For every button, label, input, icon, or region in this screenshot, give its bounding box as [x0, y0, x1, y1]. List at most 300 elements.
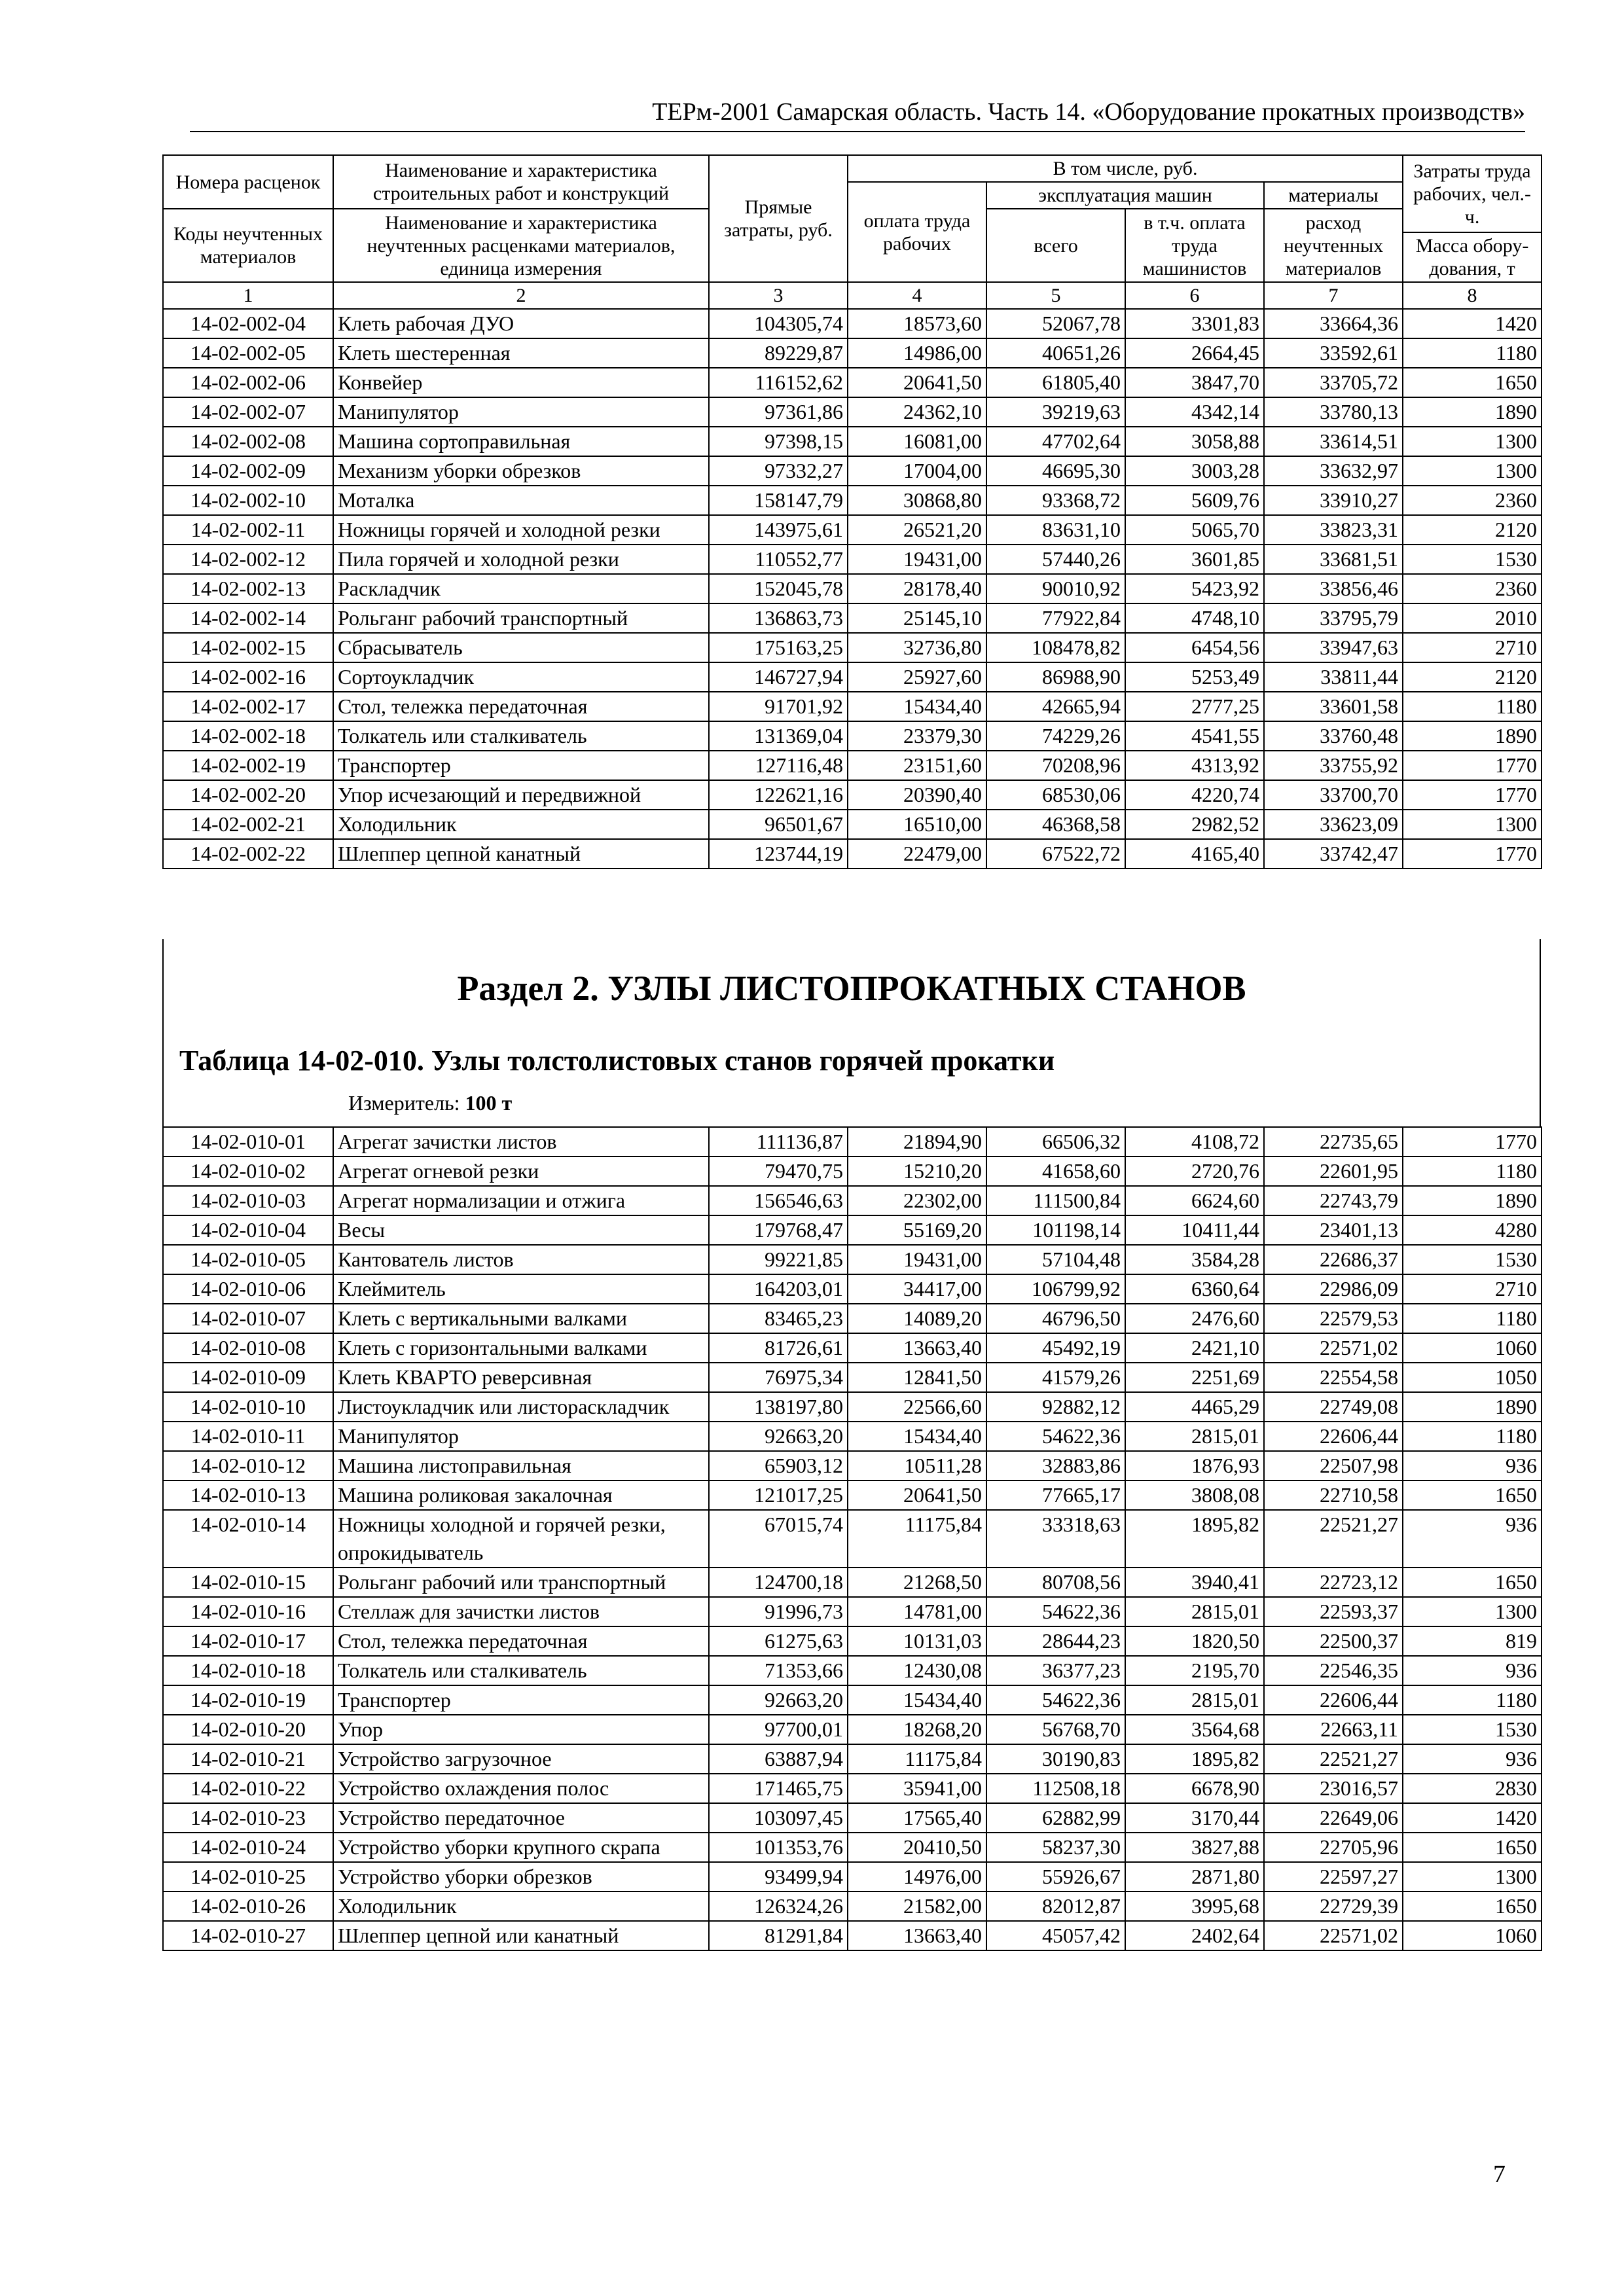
direct-costs-cell: 158147,79 — [709, 486, 848, 515]
machines-total-cell: 58237,30 — [986, 1833, 1125, 1862]
table-row — [163, 1127, 1542, 1157]
rate-code-cell: 14-02-010-26 — [163, 1892, 333, 1921]
col-header-work-name: Наименование и характеристика строительных работ и конструкций — [333, 155, 709, 209]
machines-total-cell: 54622,36 — [986, 1422, 1125, 1451]
direct-costs-cell: 111136,87 — [709, 1127, 848, 1157]
direct-costs-cell: 92663,20 — [709, 1422, 848, 1451]
rate-code-cell: 14-02-010-08 — [163, 1333, 333, 1363]
measure-label: Измеритель: — [348, 1091, 460, 1115]
machines-total-cell: 80708,56 — [986, 1568, 1125, 1597]
direct-costs-cell: 99221,85 — [709, 1245, 848, 1274]
work-name-cell: Раскладчик — [333, 574, 709, 603]
worker-pay-cell: 11175,84 — [848, 1510, 986, 1568]
direct-costs-cell: 83465,23 — [709, 1304, 848, 1333]
machinist-pay-cell: 3301,83 — [1125, 309, 1264, 338]
materials-cell: 22597,27 — [1264, 1862, 1403, 1892]
materials-cell: 22554,58 — [1264, 1363, 1403, 1392]
rate-code-cell: 14-02-010-18 — [163, 1656, 333, 1685]
machines-total-cell: 40651,26 — [986, 338, 1125, 368]
equipment-mass-cell: 1530 — [1403, 1715, 1542, 1744]
worker-pay-cell: 24362,10 — [848, 397, 986, 427]
table-row — [163, 1333, 1542, 1363]
equipment-mass-cell: 936 — [1403, 1451, 1542, 1480]
equipment-mass-cell: 1300 — [1403, 1597, 1542, 1626]
table-row — [163, 1363, 1542, 1392]
rate-code-cell: 14-02-002-04 — [163, 309, 333, 338]
work-name-cell: Весы — [333, 1215, 709, 1245]
worker-pay-cell: 14089,20 — [848, 1304, 986, 1333]
equipment-mass-cell: 2010 — [1403, 603, 1542, 633]
work-name-cell: Холодильник — [333, 1892, 709, 1921]
materials-cell: 22606,44 — [1264, 1422, 1403, 1451]
rate-code-cell: 14-02-002-09 — [163, 456, 333, 486]
work-name-cell: Машина роликовая закалочная — [333, 1480, 709, 1510]
rate-code-cell: 14-02-010-01 — [163, 1127, 333, 1157]
machinist-pay-cell: 5423,92 — [1125, 574, 1264, 603]
rate-code-cell: 14-02-002-20 — [163, 780, 333, 810]
worker-pay-cell: 23151,60 — [848, 751, 986, 780]
machinist-pay-cell: 4748,10 — [1125, 603, 1264, 633]
measure-unit — [348, 1088, 512, 1117]
machinist-pay-cell: 1820,50 — [1125, 1626, 1264, 1656]
table-row — [163, 751, 1542, 780]
machinist-pay-cell: 3564,68 — [1125, 1715, 1264, 1744]
rate-code-cell: 14-02-010-19 — [163, 1685, 333, 1715]
table-row — [163, 1480, 1542, 1510]
direct-costs-cell: 136863,73 — [709, 603, 848, 633]
equipment-mass-cell: 1180 — [1403, 338, 1542, 368]
materials-cell: 33910,27 — [1264, 486, 1403, 515]
worker-pay-cell: 14781,00 — [848, 1597, 986, 1626]
direct-costs-cell: 91701,92 — [709, 692, 848, 721]
work-name-cell: Клеймитель — [333, 1274, 709, 1304]
rate-code-cell: 14-02-010-14 — [163, 1510, 333, 1568]
equipment-mass-cell: 1420 — [1403, 309, 1542, 338]
machinist-pay-cell: 1895,82 — [1125, 1510, 1264, 1568]
equipment-mass-cell: 1890 — [1403, 1392, 1542, 1422]
work-name-cell: Устройство загрузочное — [333, 1744, 709, 1774]
materials-cell: 33592,61 — [1264, 338, 1403, 368]
equipment-mass-cell: 1650 — [1403, 1833, 1542, 1862]
direct-costs-cell: 116152,62 — [709, 368, 848, 397]
equipment-mass-cell: 1060 — [1403, 1921, 1542, 1950]
work-name-cell: Упор исчезающий и передвижной — [333, 780, 709, 810]
work-name-cell: Ножницы горячей и холодной резки — [333, 515, 709, 545]
machines-total-cell: 90010,92 — [986, 574, 1125, 603]
equipment-mass-cell: 1420 — [1403, 1803, 1542, 1833]
col-header-materials: материалы — [1264, 182, 1403, 209]
direct-costs-cell: 138197,80 — [709, 1392, 848, 1422]
direct-costs-cell: 179768,47 — [709, 1215, 848, 1245]
rate-code-cell: 14-02-010-04 — [163, 1215, 333, 1245]
machinist-pay-cell: 1876,93 — [1125, 1451, 1264, 1480]
worker-pay-cell: 17565,40 — [848, 1803, 986, 1833]
rate-code-cell: 14-02-002-21 — [163, 810, 333, 839]
materials-cell: 22521,27 — [1264, 1510, 1403, 1568]
machinist-pay-cell: 10411,44 — [1125, 1215, 1264, 1245]
machines-total-cell: 68530,06 — [986, 780, 1125, 810]
materials-cell: 33760,48 — [1264, 721, 1403, 751]
work-name-cell: Стол, тележка передаточная — [333, 1626, 709, 1656]
table-row — [163, 633, 1542, 662]
machinist-pay-cell: 5609,76 — [1125, 486, 1264, 515]
materials-cell: 22723,12 — [1264, 1568, 1403, 1597]
running-header: ТЕРм-2001 Самарская область. Часть 14. «Оборудование прокатных производств» — [652, 98, 1525, 126]
worker-pay-cell: 14986,00 — [848, 338, 986, 368]
machines-total-cell: 66506,32 — [986, 1127, 1125, 1157]
machinist-pay-cell: 6454,56 — [1125, 633, 1264, 662]
machines-total-cell: 101198,14 — [986, 1215, 1125, 1245]
machines-total-cell: 28644,23 — [986, 1626, 1125, 1656]
equipment-mass-cell: 1890 — [1403, 397, 1542, 427]
worker-pay-cell: 15434,40 — [848, 692, 986, 721]
rate-code-cell: 14-02-010-12 — [163, 1451, 333, 1480]
machines-total-cell: 108478,82 — [986, 633, 1125, 662]
machines-total-cell: 46796,50 — [986, 1304, 1125, 1333]
machinist-pay-cell: 3058,88 — [1125, 427, 1264, 456]
work-name-cell: Толкатель или сталкиватель — [333, 721, 709, 751]
direct-costs-cell: 152045,78 — [709, 574, 848, 603]
work-name-cell: Устройство охлаждения полос — [333, 1774, 709, 1803]
table-row — [163, 1774, 1542, 1803]
materials-cell: 33632,97 — [1264, 456, 1403, 486]
machinist-pay-cell: 4465,29 — [1125, 1392, 1264, 1422]
machinist-pay-cell: 2815,01 — [1125, 1422, 1264, 1451]
worker-pay-cell: 11175,84 — [848, 1744, 986, 1774]
machines-total-cell: 77922,84 — [986, 603, 1125, 633]
equipment-mass-cell: 936 — [1403, 1656, 1542, 1685]
work-name-cell: Клеть шестеренная — [333, 338, 709, 368]
table-row — [163, 1304, 1542, 1333]
equipment-mass-cell: 2360 — [1403, 486, 1542, 515]
table-row — [163, 780, 1542, 810]
worker-pay-cell: 21894,90 — [848, 1127, 986, 1157]
materials-cell: 33795,79 — [1264, 603, 1403, 633]
rate-code-cell: 14-02-002-14 — [163, 603, 333, 633]
direct-costs-cell: 121017,25 — [709, 1480, 848, 1510]
work-name-cell: Шлеппер цепной канатный — [333, 839, 709, 869]
direct-costs-cell: 79470,75 — [709, 1157, 848, 1186]
column-number: 2 — [333, 282, 709, 309]
direct-costs-cell: 65903,12 — [709, 1451, 848, 1480]
worker-pay-cell: 17004,00 — [848, 456, 986, 486]
direct-costs-cell: 124700,18 — [709, 1568, 848, 1597]
machines-total-cell: 41658,60 — [986, 1157, 1125, 1186]
materials-cell: 23016,57 — [1264, 1774, 1403, 1803]
equipment-mass-cell: 1180 — [1403, 1685, 1542, 1715]
worker-pay-cell: 55169,20 — [848, 1215, 986, 1245]
table-row — [163, 1274, 1542, 1304]
equipment-mass-cell: 1770 — [1403, 839, 1542, 869]
materials-cell: 33664,36 — [1264, 309, 1403, 338]
equipment-mass-cell: 2360 — [1403, 574, 1542, 603]
col-header-machines-total: всего — [986, 209, 1125, 282]
work-name-cell: Устройство уборки крупного скрапа — [333, 1833, 709, 1862]
machines-total-cell: 42665,94 — [986, 692, 1125, 721]
direct-costs-cell: 81726,61 — [709, 1333, 848, 1363]
work-name-cell: Клеть КВАРТО реверсивная — [333, 1363, 709, 1392]
column-number: 5 — [986, 282, 1125, 309]
worker-pay-cell: 22302,00 — [848, 1186, 986, 1215]
machines-total-cell: 52067,78 — [986, 309, 1125, 338]
work-name-cell: Машина сортоправильная — [333, 427, 709, 456]
work-name-cell: Листоукладчик или листораскладчик — [333, 1392, 709, 1422]
materials-cell: 33705,72 — [1264, 368, 1403, 397]
equipment-mass-cell: 936 — [1403, 1744, 1542, 1774]
machines-total-cell: 82012,87 — [986, 1892, 1125, 1921]
col-header-including: В том числе, руб. — [848, 155, 1403, 182]
rate-code-cell: 14-02-002-06 — [163, 368, 333, 397]
table-row — [163, 1626, 1542, 1656]
worker-pay-cell: 14976,00 — [848, 1862, 986, 1892]
rate-code-cell: 14-02-010-06 — [163, 1274, 333, 1304]
materials-cell: 22710,58 — [1264, 1480, 1403, 1510]
col-header-worker-pay: оплата труда рабочих — [848, 182, 986, 282]
machines-total-cell: 61805,40 — [986, 368, 1125, 397]
work-name-cell: Агрегат огневой резки — [333, 1157, 709, 1186]
worker-pay-cell: 20390,40 — [848, 780, 986, 810]
machines-total-cell: 62882,99 — [986, 1803, 1125, 1833]
work-name-cell: Холодильник — [333, 810, 709, 839]
worker-pay-cell: 19431,00 — [848, 1245, 986, 1274]
machinist-pay-cell: 3847,70 — [1125, 368, 1264, 397]
work-name-cell: Агрегат нормализации и отжига — [333, 1186, 709, 1215]
machinist-pay-cell: 3808,08 — [1125, 1480, 1264, 1510]
direct-costs-cell: 97398,15 — [709, 427, 848, 456]
table-row — [163, 1685, 1542, 1715]
worker-pay-cell: 15434,40 — [848, 1422, 986, 1451]
table-row — [163, 1744, 1542, 1774]
col-header-labor-costs: Затраты труда рабочих, чел.-ч. — [1403, 155, 1542, 232]
direct-costs-cell: 97332,27 — [709, 456, 848, 486]
machinist-pay-cell: 4165,40 — [1125, 839, 1264, 869]
worker-pay-cell: 34417,00 — [848, 1274, 986, 1304]
equipment-mass-cell: 1300 — [1403, 810, 1542, 839]
equipment-mass-cell: 1650 — [1403, 368, 1542, 397]
worker-pay-cell: 19431,00 — [848, 545, 986, 574]
rate-code-cell: 14-02-002-15 — [163, 633, 333, 662]
col-header-material-usage: расход неучтенных материалов — [1264, 209, 1403, 282]
equipment-mass-cell: 2120 — [1403, 515, 1542, 545]
materials-cell: 22571,02 — [1264, 1921, 1403, 1950]
materials-cell: 22663,11 — [1264, 1715, 1403, 1744]
machinist-pay-cell: 3940,41 — [1125, 1568, 1264, 1597]
rate-code-cell: 14-02-010-21 — [163, 1744, 333, 1774]
work-name-cell: Стол, тележка передаточная — [333, 692, 709, 721]
rate-code-cell: 14-02-010-22 — [163, 1774, 333, 1803]
table-row — [163, 1392, 1542, 1422]
column-number: 4 — [848, 282, 986, 309]
work-name-cell: Сортоукладчик — [333, 662, 709, 692]
direct-costs-cell: 143975,61 — [709, 515, 848, 545]
machines-total-cell: 57104,48 — [986, 1245, 1125, 1274]
direct-costs-cell: 91996,73 — [709, 1597, 848, 1626]
equipment-mass-cell: 1650 — [1403, 1892, 1542, 1921]
rates-table-part1 — [162, 154, 1541, 869]
equipment-mass-cell: 1300 — [1403, 427, 1542, 456]
machinist-pay-cell: 1895,82 — [1125, 1744, 1264, 1774]
equipment-mass-cell: 819 — [1403, 1626, 1542, 1656]
equipment-mass-cell: 1770 — [1403, 780, 1542, 810]
materials-cell: 22507,98 — [1264, 1451, 1403, 1480]
rate-code-cell: 14-02-010-09 — [163, 1363, 333, 1392]
worker-pay-cell: 13663,40 — [848, 1921, 986, 1950]
worker-pay-cell: 16081,00 — [848, 427, 986, 456]
direct-costs-cell: 122621,16 — [709, 780, 848, 810]
direct-costs-cell: 126324,26 — [709, 1892, 848, 1921]
table-row — [163, 1892, 1542, 1921]
direct-costs-cell: 61275,63 — [709, 1626, 848, 1656]
worker-pay-cell: 28178,40 — [848, 574, 986, 603]
rate-code-cell: 14-02-010-15 — [163, 1568, 333, 1597]
equipment-mass-cell: 1530 — [1403, 1245, 1542, 1274]
machines-total-cell: 41579,26 — [986, 1363, 1125, 1392]
worker-pay-cell: 16510,00 — [848, 810, 986, 839]
table-row — [163, 1597, 1542, 1626]
work-name-cell: Кантователь листов — [333, 1245, 709, 1274]
work-name-cell: Упор — [333, 1715, 709, 1744]
materials-cell: 22986,09 — [1264, 1274, 1403, 1304]
machinist-pay-cell: 2195,70 — [1125, 1656, 1264, 1685]
table-row — [163, 1862, 1542, 1892]
column-number: 7 — [1264, 282, 1403, 309]
rate-code-cell: 14-02-010-27 — [163, 1921, 333, 1950]
machines-total-cell: 106799,92 — [986, 1274, 1125, 1304]
col-header-machinist-pay: в т.ч. оплата труда машинистов — [1125, 209, 1264, 282]
worker-pay-cell: 20410,50 — [848, 1833, 986, 1862]
machinist-pay-cell: 4313,92 — [1125, 751, 1264, 780]
work-name-cell: Манипулятор — [333, 1422, 709, 1451]
rate-code-cell: 14-02-010-16 — [163, 1597, 333, 1626]
work-name-cell: Клеть с горизонтальными валками — [333, 1333, 709, 1363]
direct-costs-cell: 110552,77 — [709, 545, 848, 574]
work-name-cell: Устройство передаточное — [333, 1803, 709, 1833]
machines-total-cell: 45057,42 — [986, 1921, 1125, 1950]
table-row — [163, 427, 1542, 456]
direct-costs-cell: 156546,63 — [709, 1186, 848, 1215]
materials-cell: 33823,31 — [1264, 515, 1403, 545]
machines-total-cell: 46368,58 — [986, 810, 1125, 839]
machinist-pay-cell: 2664,45 — [1125, 338, 1264, 368]
materials-cell: 33681,51 — [1264, 545, 1403, 574]
rate-code-cell: 14-02-002-22 — [163, 839, 333, 869]
direct-costs-cell: 175163,25 — [709, 633, 848, 662]
equipment-mass-cell: 1060 — [1403, 1333, 1542, 1363]
work-name-cell: Толкатель или сталкиватель — [333, 1656, 709, 1685]
worker-pay-cell: 18573,60 — [848, 309, 986, 338]
worker-pay-cell: 20641,50 — [848, 368, 986, 397]
materials-cell: 22593,37 — [1264, 1597, 1403, 1626]
column-number: 3 — [709, 282, 848, 309]
materials-cell: 33601,58 — [1264, 692, 1403, 721]
equipment-mass-cell: 1180 — [1403, 1157, 1542, 1186]
machinist-pay-cell: 3995,68 — [1125, 1892, 1264, 1921]
table-row — [163, 721, 1542, 751]
work-name-cell: Конвейер — [333, 368, 709, 397]
equipment-mass-cell: 1180 — [1403, 1422, 1542, 1451]
equipment-mass-cell: 936 — [1403, 1510, 1542, 1568]
materials-cell: 22686,37 — [1264, 1245, 1403, 1274]
machines-total-cell: 92882,12 — [986, 1392, 1125, 1422]
machinist-pay-cell: 2815,01 — [1125, 1597, 1264, 1626]
machines-total-cell: 70208,96 — [986, 751, 1125, 780]
column-number: 8 — [1403, 282, 1542, 309]
table-row — [163, 397, 1542, 427]
equipment-mass-cell: 4280 — [1403, 1215, 1542, 1245]
work-name-cell: Моталка — [333, 486, 709, 515]
machines-total-cell: 111500,84 — [986, 1186, 1125, 1215]
rate-code-cell: 14-02-010-13 — [163, 1480, 333, 1510]
materials-cell: 22606,44 — [1264, 1685, 1403, 1715]
worker-pay-cell: 30868,80 — [848, 486, 986, 515]
direct-costs-cell: 131369,04 — [709, 721, 848, 751]
direct-costs-cell: 146727,94 — [709, 662, 848, 692]
direct-costs-cell: 97700,01 — [709, 1715, 848, 1744]
equipment-mass-cell: 1650 — [1403, 1568, 1542, 1597]
col-header-unaccounted-materials: Наименование и характеристика неучтенных расценками материалов, единица измерения — [333, 209, 709, 282]
page-number: 7 — [1493, 2161, 1506, 2188]
rate-code-cell: 14-02-002-10 — [163, 486, 333, 515]
materials-cell: 33700,70 — [1264, 780, 1403, 810]
work-name-cell: Клеть с вертикальными валками — [333, 1304, 709, 1333]
worker-pay-cell: 32736,80 — [848, 633, 986, 662]
worker-pay-cell: 22479,00 — [848, 839, 986, 869]
table-row — [163, 662, 1542, 692]
column-number: 1 — [163, 282, 333, 309]
machines-total-cell: 67522,72 — [986, 839, 1125, 869]
equipment-mass-cell: 1180 — [1403, 692, 1542, 721]
machines-total-cell: 30190,83 — [986, 1744, 1125, 1774]
work-name-cell: Стеллаж для зачистки листов — [333, 1597, 709, 1626]
equipment-mass-cell: 1050 — [1403, 1363, 1542, 1392]
col-header-rate-number: Номера расценок — [163, 155, 333, 209]
machines-total-cell: 83631,10 — [986, 515, 1125, 545]
materials-cell: 22521,27 — [1264, 1744, 1403, 1774]
machinist-pay-cell: 2982,52 — [1125, 810, 1264, 839]
machines-total-cell: 36377,23 — [986, 1656, 1125, 1685]
machines-total-cell: 55926,67 — [986, 1862, 1125, 1892]
column-number: 6 — [1125, 282, 1264, 309]
machinist-pay-cell: 2251,69 — [1125, 1363, 1264, 1392]
direct-costs-cell: 103097,45 — [709, 1803, 848, 1833]
materials-cell: 33856,46 — [1264, 574, 1403, 603]
worker-pay-cell: 26521,20 — [848, 515, 986, 545]
machines-total-cell: 45492,19 — [986, 1333, 1125, 1363]
direct-costs-cell: 81291,84 — [709, 1921, 848, 1950]
rate-code-cell: 14-02-002-12 — [163, 545, 333, 574]
direct-costs-cell: 171465,75 — [709, 1774, 848, 1803]
worker-pay-cell: 10511,28 — [848, 1451, 986, 1480]
machinist-pay-cell: 5253,49 — [1125, 662, 1264, 692]
machinist-pay-cell: 6624,60 — [1125, 1186, 1264, 1215]
worker-pay-cell: 22566,60 — [848, 1392, 986, 1422]
work-name-cell: Рольганг рабочий или транспортный — [333, 1568, 709, 1597]
machinist-pay-cell: 4342,14 — [1125, 397, 1264, 427]
machinist-pay-cell: 2720,76 — [1125, 1157, 1264, 1186]
rate-code-cell: 14-02-002-18 — [163, 721, 333, 751]
direct-costs-cell: 96501,67 — [709, 810, 848, 839]
direct-costs-cell: 89229,87 — [709, 338, 848, 368]
table-row — [163, 810, 1542, 839]
materials-cell: 33811,44 — [1264, 662, 1403, 692]
table-row — [163, 1568, 1542, 1597]
machines-total-cell: 32883,86 — [986, 1451, 1125, 1480]
work-name-cell: Механизм уборки обрезков — [333, 456, 709, 486]
machines-total-cell: 56768,70 — [986, 1715, 1125, 1744]
worker-pay-cell: 15434,40 — [848, 1685, 986, 1715]
table-row — [163, 1186, 1542, 1215]
rate-code-cell: 14-02-002-05 — [163, 338, 333, 368]
